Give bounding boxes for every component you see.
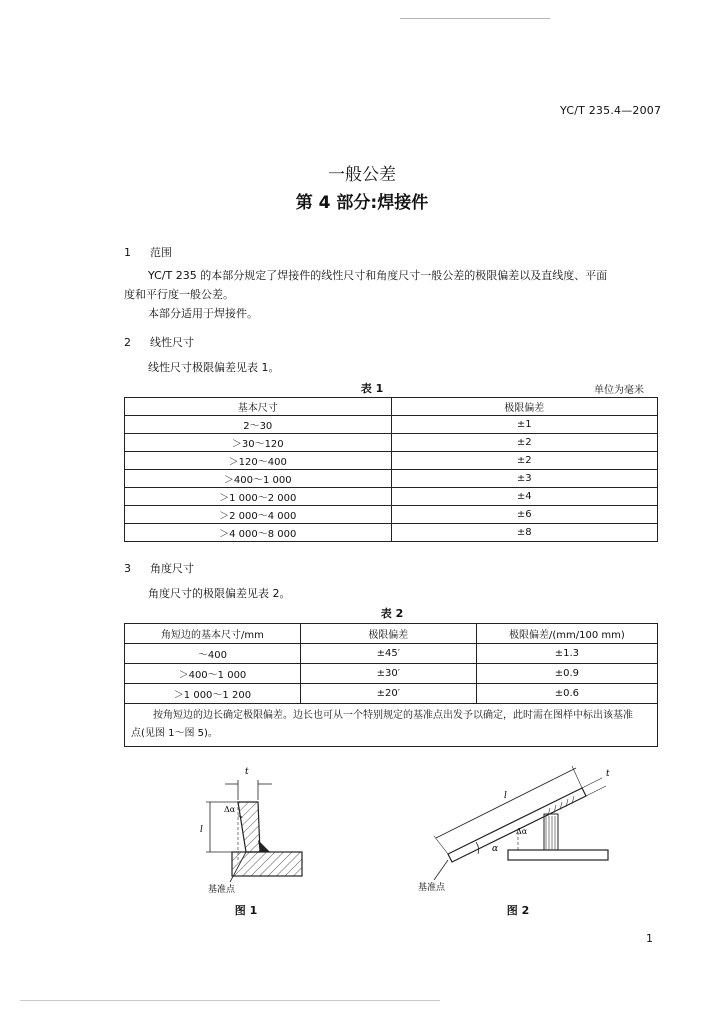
section-3-para: 角度尺寸的极限偏差见表 2。 — [148, 587, 291, 600]
table-row — [125, 416, 658, 434]
table-cell: ±1 — [391, 416, 658, 434]
table-cell: ＞400～1 000 — [125, 664, 301, 684]
table-1-caption: 表 1 — [360, 382, 384, 395]
figure-2-drawing — [400, 756, 620, 900]
table-cell: ±20′ — [300, 684, 476, 704]
table-cell: ±1.3 — [476, 644, 657, 664]
alpha-label: α — [492, 844, 499, 854]
table-cell: ＞30～120 — [125, 434, 392, 452]
datum-point-label: 基准点 — [418, 883, 446, 893]
table-cell: ＞120～400 — [125, 452, 392, 470]
table-cell: ±2 — [391, 452, 658, 470]
table-cell: ±4 — [391, 488, 658, 506]
upright-plate — [238, 802, 260, 852]
section-number: 3 — [124, 562, 131, 575]
document-subtitle: 第 4 部分:焊接件 — [295, 193, 429, 213]
table-2 — [124, 623, 658, 747]
table-cell: ～400 — [125, 644, 301, 664]
table-cell: ＞2 000～4 000 — [125, 506, 392, 524]
figure-1-caption: 图 1 — [234, 904, 258, 917]
table-row — [125, 506, 658, 524]
table-cell: ±2 — [391, 434, 658, 452]
figure-1-drawing — [180, 760, 330, 900]
section-1-heading — [124, 244, 172, 260]
dim-l-label: l — [504, 791, 507, 801]
table-header-row — [125, 398, 658, 416]
table-cell: ±6 — [391, 506, 658, 524]
base-plate — [508, 850, 608, 860]
dim-t-label: t — [245, 767, 249, 777]
table-header-cell: 极限偏差 — [300, 624, 476, 644]
section-1-para-1-line-1: YC/T 235 的本部分规定了焊接件的线性尺寸和角度尺寸一般公差的极限偏差以及直线度、平面 — [148, 269, 608, 282]
table-1-unit: 单位为毫米 — [594, 385, 644, 396]
table-cell: ±8 — [391, 524, 658, 542]
section-title: 角度尺寸 — [150, 562, 194, 575]
table-header-cell: 极限偏差 — [391, 398, 658, 416]
section-3-heading — [124, 560, 194, 576]
table-cell: 2～30 — [125, 416, 392, 434]
section-number: 1 — [124, 246, 131, 259]
table-cell: ＞1 000～2 000 — [125, 488, 392, 506]
section-1-para-1-line-2: 度和平行度一般公差。 — [124, 288, 234, 301]
table-cell: ±0.9 — [476, 664, 657, 684]
table-note — [125, 704, 658, 747]
section-title: 线性尺寸 — [150, 336, 194, 349]
table-note-line-1: 按角短边的边长确定极限偏差。边长也可从一个特别规定的基准点出发予以确定，此时需在图样中标出该基准 — [153, 710, 633, 721]
table-row — [125, 644, 658, 664]
table-header-cell: 角短边的基本尺寸/mm — [125, 624, 301, 644]
inclined-plate — [448, 788, 586, 862]
table-note-line-2: 点(见图 1～图 5)。 — [131, 728, 218, 739]
section-2-heading — [124, 334, 194, 350]
table-row — [125, 488, 658, 506]
table-cell: ±0.6 — [476, 684, 657, 704]
table-cell: ±45′ — [300, 644, 476, 664]
table-2-caption: 表 2 — [380, 607, 404, 620]
scan-artifact — [20, 1000, 440, 1001]
document-title: 一般公差 — [328, 165, 396, 185]
table-row — [125, 684, 658, 704]
dim-t-label: t — [606, 769, 610, 779]
datum-point-label: 基准点 — [208, 885, 236, 895]
table-header-cell: 极限偏差/(mm/100 mm) — [476, 624, 657, 644]
page-number: 1 — [646, 932, 653, 945]
table-cell: ＞4 000～8 000 — [125, 524, 392, 542]
weld-mark — [258, 840, 270, 852]
section-number: 2 — [124, 336, 131, 349]
table-header-cell: 基本尺寸 — [125, 398, 392, 416]
section-2-para: 线性尺寸极限偏差见表 1。 — [148, 361, 280, 374]
table-row — [125, 524, 658, 542]
table-cell: ＞400～1 000 — [125, 470, 392, 488]
standard-number: YC/T 235.4—2007 — [560, 104, 662, 117]
table-note-row — [125, 704, 658, 747]
table-row — [125, 452, 658, 470]
table-1 — [124, 397, 658, 542]
table-row — [125, 664, 658, 684]
section-1-para-2: 本部分适用于焊接件。 — [148, 307, 258, 320]
section-title: 范围 — [150, 246, 172, 259]
table-row — [125, 470, 658, 488]
scan-artifact — [400, 18, 550, 19]
dim-l-label: l — [200, 825, 203, 835]
table-cell: ＞1 000～1 200 — [125, 684, 301, 704]
table-row — [125, 434, 658, 452]
dim-angle-label: Δα — [516, 827, 528, 836]
figure-2-caption: 图 2 — [506, 904, 530, 917]
base-plate — [232, 852, 302, 876]
dim-angle-label: Δα — [224, 805, 236, 814]
table-cell: ±30′ — [300, 664, 476, 684]
table-cell: ±3 — [391, 470, 658, 488]
table-header-row — [125, 624, 658, 644]
